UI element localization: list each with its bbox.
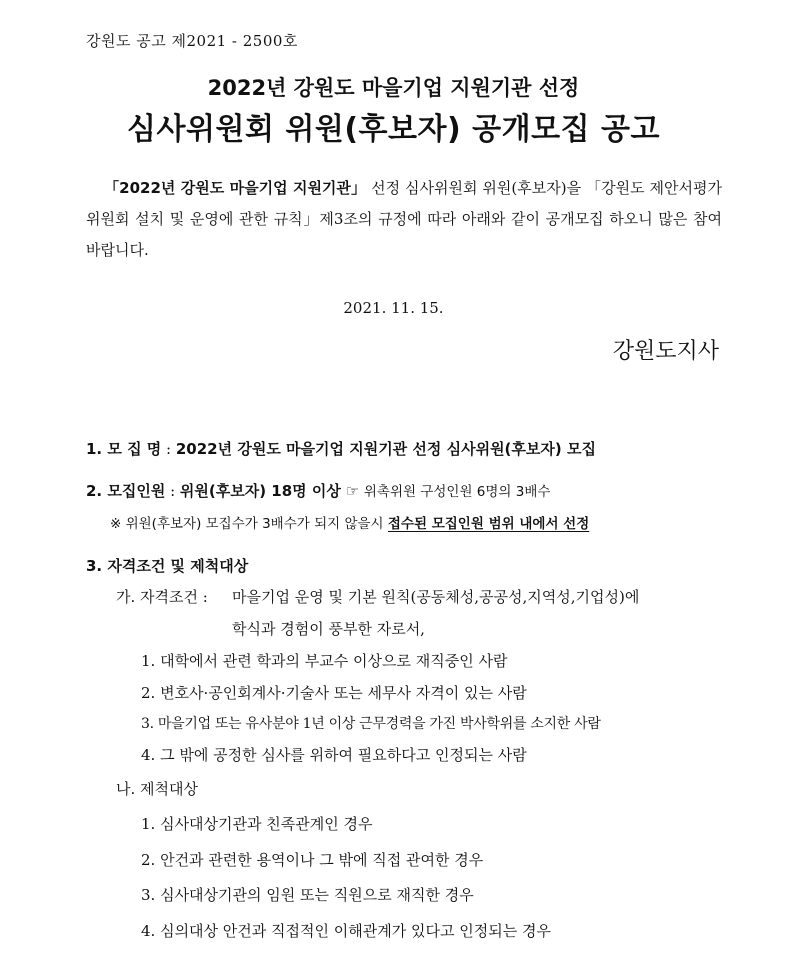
section-2-sep: :	[165, 482, 180, 500]
section-1	[86, 438, 596, 459]
intro-rest: 선정 심사위원회 위원(후보자)을 「강원도 제안서평가위원회 설치 및 운영에 관한 규칙」제3조의 규정에 따라 아래와 같이 공개모집 하오니 많은 참여 바랍니다.	[86, 179, 723, 259]
section-2-note: 위촉위원 구성인원 6명의 3배수	[363, 484, 551, 500]
signatory: 강원도지사	[612, 339, 719, 364]
pointing-hand-icon: ☞	[345, 482, 360, 500]
section-1-label: 1. 모 집 명	[86, 440, 162, 458]
notice-number: 강원도 공고 제2021 - 2500호	[86, 32, 298, 50]
exclusion-label: 나. 제척대상	[116, 780, 198, 798]
section-2-value: 위원(후보자) 18명 이상	[179, 482, 341, 500]
qualification-item: 2. 변호사·공인회계사·기술사 또는 세무사 자격이 있는 사람	[141, 684, 527, 702]
section-3-heading	[86, 555, 248, 576]
exclusion-item: 2. 안건과 관련한 용역이나 그 밖에 직접 관여한 경우	[141, 851, 484, 869]
intro-bold-part: 「2022년 강원도 마을기업 지원기관」	[104, 179, 367, 197]
title-line-2: 심사위원회 위원(후보자) 공개모집 공고	[127, 112, 660, 147]
section-2-remark-prefix: ※ 위원(후보자) 모집수가 3배수가 되지 않을시	[110, 516, 388, 532]
qualification-item: 4. 그 밖에 공정한 심사를 위하여 필요하다고 인정되는 사람	[141, 746, 527, 764]
title-line-1: 2022년 강원도 마을기업 지원기관 선정	[207, 76, 580, 100]
exclusion-item: 1. 심사대상기관과 친족관계인 경우	[141, 815, 373, 833]
section-1-value: 2022년 강원도 마을기업 지원기관 선정 심사위원(후보자) 모집	[175, 440, 596, 458]
section-1-sep: :	[161, 440, 176, 458]
notice-date: 2021. 11. 15.	[343, 299, 444, 317]
intro-paragraph	[86, 173, 722, 266]
section-2-remark	[110, 512, 589, 532]
qualification-text-line-1: 마을기업 운영 및 기본 원칙(공동체성,공공성,지역성,기업성)에	[232, 588, 640, 606]
qualification-label: 가. 자격조건 :	[116, 588, 208, 606]
qualification-item: 3. 마을기업 또는 유사분야 1년 이상 근무경력을 가진 박사학위를 소지한 사람	[141, 716, 601, 732]
exclusion-item: 4. 심의대상 안건과 직접적인 이해관계가 있다고 인정되는 경우	[141, 922, 551, 940]
qualification-text-line-2: 학식과 경험이 풍부한 자로서,	[232, 620, 425, 638]
qualification-item: 1. 대학에서 관련 학과의 부교수 이상으로 재직중인 사람	[141, 652, 508, 670]
section-2-remark-underlined: 접수된 모집인원 범위 내에서 선정	[387, 516, 590, 532]
section-2	[86, 480, 550, 501]
section-3-label: 3. 자격조건 및 제척대상	[86, 557, 249, 575]
exclusion-item: 3. 심사대상기관의 임원 또는 직원으로 재직한 경우	[141, 886, 474, 904]
section-2-label: 2. 모집인원	[86, 482, 166, 500]
